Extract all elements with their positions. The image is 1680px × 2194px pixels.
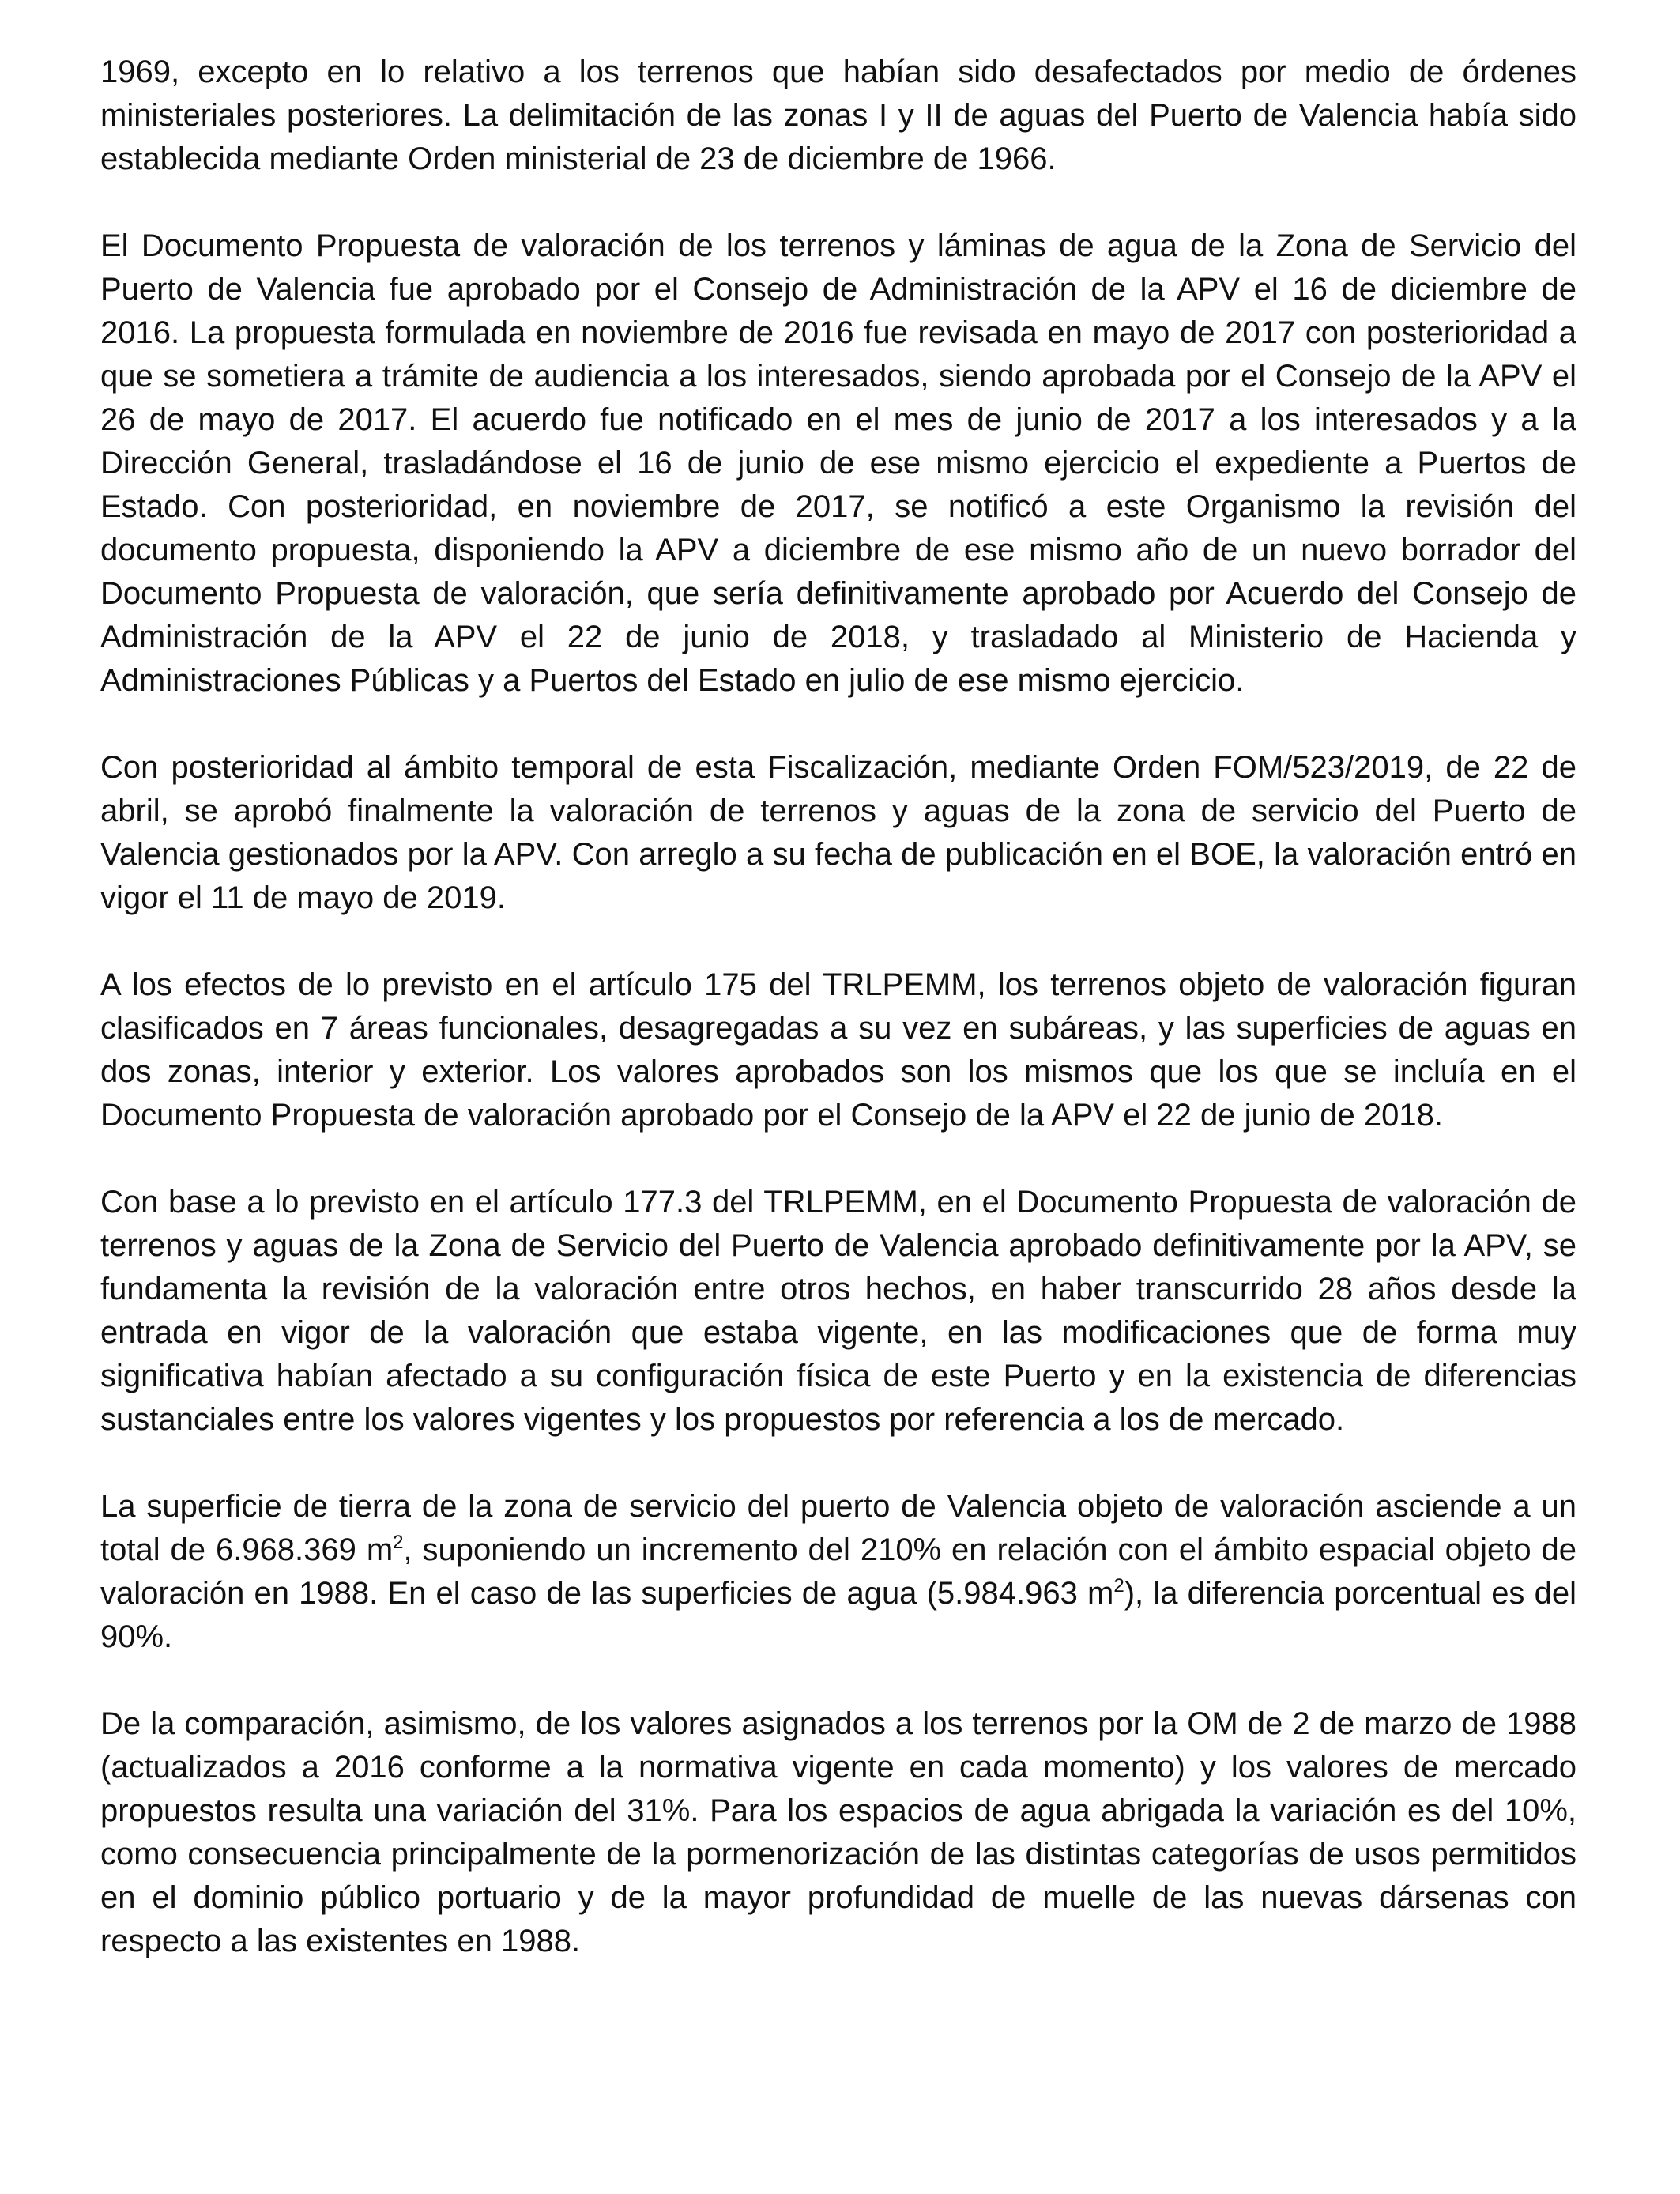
superficie-text-part2: , suponiendo un incremento del 210% en relación con el ámbito espacial objeto de valoración en 1988. En el caso de las superficies de agua (5.984.963 m — [100, 1532, 1576, 1611]
superficie-text-part3: ), la diferencia porcentual es del 90%. — [100, 1576, 1576, 1654]
paragraph-documento-propuesta: El Documento Propuesta de valoración de los terrenos y láminas de agua de la Zona de Servicio del Puerto de Valencia fue aprobado por el Consejo de Administración de la APV el 16 de diciembre de 2016. La propuesta formulada en noviembre de 2016 fue revisada en mayo de 2017 con posterioridad a que se sometiera a trámite de audiencia a los interesados, siendo aprobada por el Consejo de la APV el 26 de mayo de 2017. El acuerdo fue notificado en el mes de junio de 2017 a los interesados y a la Dirección General, trasladándose el 16 de junio de ese mismo ejercicio el expediente a Puertos de Estado. Con posterioridad, en noviembre de 2017, se notificó a este Organismo la revisión del documento propuesta, disponiendo la APV a diciembre de ese mismo año de un nuevo borrador del Documento Propuesta de valoración, que sería definitivamente aprobado por Acuerdo del Consejo de Administración de la APV el 22 de junio de 2018, y trasladado al Ministerio de Hacienda y Administraciones Públicas y a Puertos del Estado en julio de ese mismo ejercicio. — [100, 228, 1576, 698]
superscript-2: 2 — [393, 1532, 404, 1553]
paragraph-comparacion: De la comparación, asimismo, de los valores asignados a los terrenos por la OM de 2 de marzo de 1988 (actualizados a 2016 conforme a la normativa vigente en cada momento) y los valores de mercado propuestos resulta una variación del 31%. Para los espacios de agua abrigada la variación es del 10%, como consecuencia principalmente de la pormenorización de las distintas categorías de usos permitidos en el dominio público portuario y de la mayor profundidad de muelle de las nuevas dársenas con respecto a las existentes en 1988. — [100, 1706, 1576, 1958]
paragraph-articulo-175: A los efectos de lo previsto en el artículo 175 del TRLPEMM, los terrenos objeto de valoración figuran clasificados en 7 áreas funcionales, desagregadas a su vez en subáreas, y las superficies de aguas en dos zonas, interior y exterior. Los valores aprobados son los mismos que los que se incluía en el Documento Propuesta de valoración aprobado por el Consejo de la APV el 22 de junio de 2018. — [100, 967, 1576, 1133]
superficie-text-part1: La superficie de tierra de la zona de servicio del puerto de Valencia objeto de valoración asciende a un total de 6.968.369 m — [100, 1489, 1576, 1567]
paragraph-intro-1969: 1969, excepto en lo relativo a los terrenos que habían sido desafectados por medio de órdenes ministeriales posteriores. La delimitación de las zonas I y II de aguas del Puerto de Valencia había sido establecida mediante Orden ministerial de 23 de diciembre de 1966. — [100, 55, 1576, 176]
paragraph-superficie — [100, 1485, 1576, 1659]
document-page — [100, 51, 1576, 1963]
paragraph-orden-fom: Con posterioridad al ámbito temporal de esta Fiscalización, mediante Orden FOM/523/2019, de 22 de abril, se aprobó finalmente la valoración de terrenos y aguas de la zona de servicio del Puerto de Valencia gestionados por la APV. Con arreglo a su fecha de publicación en el BOE, la valoración entró en vigor el 11 de mayo de 2019. — [100, 750, 1576, 915]
superscript-2: 2 — [1113, 1575, 1124, 1596]
paragraph-articulo-177: Con base a lo previsto en el artículo 177.3 del TRLPEMM, en el Documento Propuesta de valoración de terrenos y aguas de la Zona de Servicio del Puerto de Valencia aprobado definitivamente por la APV, se fundamenta la revisión de la valoración entre otros hechos, en haber transcurrido 28 años desde la entrada en vigor de la valoración que estaba vigente, en las modificaciones que de forma muy significativa habían afectado a su configuración física de este Puerto y en la existencia de diferencias sustanciales entre los valores vigentes y los propuestos por referencia a los de mercado. — [100, 1185, 1576, 1437]
